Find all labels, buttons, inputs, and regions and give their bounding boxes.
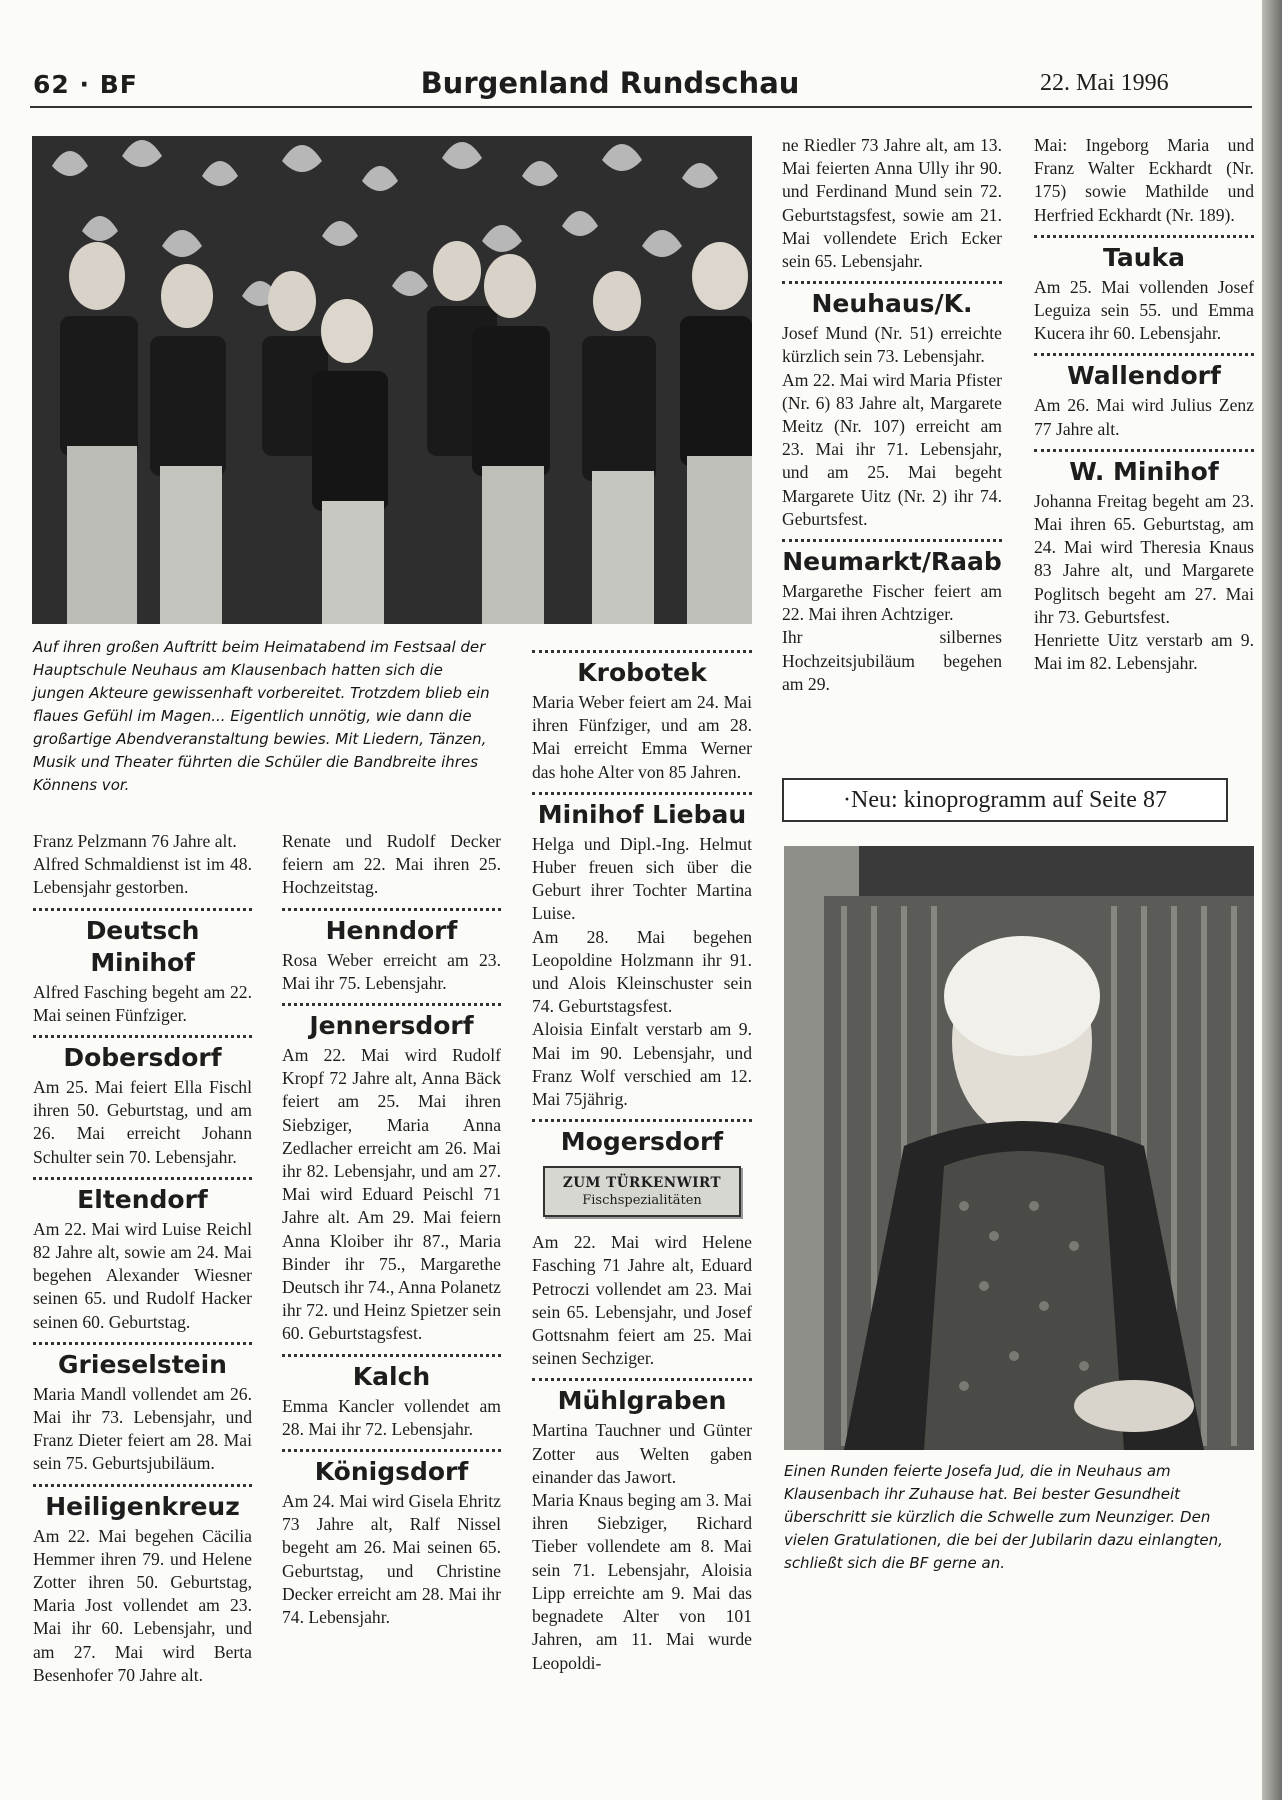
section-text: Emma Kancler vollendet am 28. Mai ihr 72. Lebensjahr. [282,1395,501,1439]
section-text: Alfred Fasching begeht am 22. Mai seinen Fünfziger. [33,981,252,1025]
section-heading: W. Minihof [1069,456,1219,486]
dotted-divider [282,1354,501,1357]
page-edge-shadow [1262,0,1282,1800]
section-heading: Kalch [352,1361,431,1391]
section-text: Henriette Uitz verstarb am 9. Mai im 82. Lebensjahr. [1034,630,1254,674]
section-text: Helga und Dipl.-Ing. Helmut Huber freuen sich über die Geburt ihrer Tochter Martina Luise. [532,833,752,924]
section-heading: Tauka [1103,242,1185,272]
section-text: Aloisia Einfalt verstarb am 9. Mai im 90. Lebensjahr, und Franz Wolf verschied am 12. Mai 75jährig. [532,1019,752,1110]
dotted-divider [33,1177,252,1180]
section-text: Josef Mund (Nr. 51) erreichte kürzlich sein 73. Lebensjahr. [782,323,1002,367]
column-3 [532,648,752,1675]
issue-date: 22. Mai 1996 [1040,70,1169,96]
section-heading: Mühlgraben [557,1386,727,1416]
section-heading: Eltendorf [77,1184,208,1214]
section-heading: Heiligenkreuz [45,1491,240,1521]
ad-title: ZUM TÜRKENWIRT [562,1175,722,1192]
section-text: Am 22. Mai wird Helene Fasching 71 Jahre alt, Eduard Petroczi vollendet am 23. Mai sein 65. Lebensjahr, und Josef Gottsnahm feiert am 25. Mai seinen Sechziger. [532,1232,752,1369]
portrait-photo-caption: Einen Runden feierte Josefa Jud, die in Neuhaus am Klausenbach ihr Zuhause hat. Bei bester Gesundheit überschritt sie kürzlich die Schwelle zum Neunziger. Den vielen Gratulationen, die bei der Jubilarin dazu einlangten, schließt sich die BF gerne an. [784,1462,1223,1572]
dotted-divider [33,1484,252,1487]
dotted-divider [33,1035,252,1038]
dotted-divider [282,1449,501,1452]
header-rule [30,106,1252,108]
dotted-divider [1034,449,1254,452]
section-text: Am 22. Mai wird Maria Pfister (Nr. 6) 83 Jahre alt, Margarete Meitz (Nr. 107) erreicht am 23. Mai ihr 71. Lebensjahr, und am 25. Mai begeht Margarete Uitz (Nr. 2) ihr 74. Geburtsfest. [782,369,1002,529]
section-heading: Minihof Liebau [537,799,747,829]
section-heading: Neuhaus/K. [811,289,973,319]
section-heading: Jennersdorf [309,1011,474,1041]
group-photo-caption: Auf ihren großen Auftritt beim Heimatabend im Festsaal der Hauptschule Neuhaus am Klausenbach hatten sich die jungen Akteure gewissenhaft vorbereitet. Trotzdem blieb ein flaues Gefühl im Magen... Eigentlich unnötig, wie dann die großartige Abendveranstaltung bewies. Mit Liedern, Tänzen, Musik und Theater führten die Schüler die Bandbreite ihres Könnens vor. [33,638,490,794]
section-text: Maria Weber feiert am 24. Mai ihren Fünfziger, und am 28. Mai erreicht Emma Werner das hohe Alter von 85 Jahren. [532,692,752,782]
section-text: Am 28. Mai begehen Leopoldine Holzmann ihr 91. und Alois Kleinschuster sein 74. Geburtstagsfest. [532,926,752,1017]
dotted-divider [532,650,752,653]
section-heading: Dobersdorf [63,1043,222,1073]
portrait-photo [784,846,1254,1450]
section-text: Maria Mandl vollendet am 26. Mai ihr 73. Lebensjahr, und Franz Dieter feiert am 28. Mai sein 75. Geburtsjubiläum. [33,1383,252,1474]
dotted-divider [532,1119,752,1122]
section-text: Am 26. Mai wird Julius Zenz 77 Jahre alt. [1034,395,1254,439]
section-heading: Neumarkt/Raab [782,547,1002,577]
dotted-divider [33,1342,252,1345]
dotted-divider [33,908,252,911]
dotted-divider [282,1003,501,1006]
section-heading: Deutsch Minihof [85,915,200,977]
ad-subtitle: Fischspezialitäten [582,1193,702,1209]
section-text: Am 22. Mai wird Luise Reichl 82 Jahre alt, sowie am 24. Mai begehen Alexander Wiesner seinen 65. und Rudolf Hacker seinen 60. Geburtstag. [33,1218,252,1332]
newspaper-title: Burgenland Rundschau [420,66,800,100]
dotted-divider [1034,353,1254,356]
kino-program-notice: ·Neu: kinoprogramm auf Seite 87 [782,778,1228,822]
dotted-divider [782,539,1002,542]
col2-intro: Renate und Rudolf Decker feiern am 22. Mai ihren 25. Hochzeitstag. [282,831,501,898]
col1-intro: Franz Pelzmann 76 Jahre alt. [33,831,237,851]
section-heading: Henndorf [325,915,458,945]
dotted-divider [532,1378,752,1381]
dotted-divider [282,908,501,911]
section-text: Johanna Freitag begeht am 23. Mai ihren 65. Geburtstag, am 24. Mai wird Theresia Knaus 83 Jahre alt, und Margarete Poglitsch begeht am 27. Mai ihr 73. Geburtsfest. [1034,490,1254,627]
col4top-intro: Mai: Ingeborg Maria und Franz Walter Eckhardt (Nr. 175) sowie Mathilde und Herfried Eckhardt (Nr. 189). [1034,135,1254,225]
dotted-divider [1034,235,1254,238]
advertisement-box [543,1166,741,1217]
section-text: Margarethe Fischer feiert am 22. Mai ihren Achtziger. [782,581,1002,625]
dotted-divider [532,792,752,795]
group-photo [32,136,752,624]
section-heading: Mogersdorf [560,1127,724,1157]
section-heading: Wallendorf [1067,361,1221,391]
section-heading: Krobotek [577,658,707,687]
column-2 [282,830,501,1629]
section-text: Am 24. Mai wird Gisela Ehritz 73 Jahre alt, Ralf Nissel begeht am 26. Mai seinen 65. Geburtstag, und Christine Decker erreicht am 28. Mai ihr 74. Lebensjahr. [282,1491,501,1628]
section-heading: Königsdorf [314,1457,469,1487]
section-text: Am 25. Mai feiert Ella Fischl ihren 50. Geburtstag, und am 26. Mai erreicht Johann Schulter sein 70. Lebensjahr. [33,1077,252,1167]
section-heading: Grieselstein [58,1349,227,1379]
section-text: Am 25. Mai vollenden Josef Leguiza sein 55. und Emma Kucera ihr 60. Lebensjahr. [1034,276,1254,344]
section-text: Rosa Weber erreicht am 23. Mai ihr 75. Lebensjahr. [282,949,501,993]
section-text: Am 22. Mai wird Rudolf Kropf 72 Jahre alt, Anna Bäck feiert am 25. Mai ihren Siebziger, Maria Anna Zedlacher erreicht am 26. Mai ihr 82. Lebensjahr, und am 27. Mai wird Eduard Peischl 71 Jahre alt. Am 29. Mai feiern Anna Kloiber ihr 87., Maria Binder ihr 75., Margarethe Deutsch ihr 74., Anna Polanetz ihr 72. und Heinz Spietzer sein 60. Geburtstagsfest. [282,1045,501,1344]
page-number-label: 62 · BF [33,70,138,99]
section-text: Ihr silbernes Hochzeitsjubiläum begehen am 29. [782,627,1002,694]
column-4-top [1034,134,1254,675]
col1-intro-2: Alfred Schmaldienst ist im 48. Lebensjahr gestorben. [33,854,252,898]
section-text: Martina Tauchner und Günter Zotter aus Welten gaben einander das Jawort. [532,1420,752,1487]
column-3-top [782,134,1002,696]
col3top-intro: ne Riedler 73 Jahre alt, am 13. Mai feierten Anna Ully ihr 90. und Ferdinand Mund sein 72. Geburtstagsfest, sowie am 21. Mai vollendete Erich Ecker sein 65. Lebensjahr. [782,135,1002,272]
dotted-divider [782,281,1002,284]
column-1 [33,830,252,1687]
section-text: Am 22. Mai begehen Cäcilia Hemmer ihren 79. und Helene Zotter ihren 50. Geburtstag, Maria Jost vollendet am 23. Mai ihr 60. Lebensjahr, und am 27. Mai wird Berta Besenhofer 70 Jahre alt. [33,1525,252,1685]
section-text: Maria Knaus beging am 3. Mai ihren Siebziger, Richard Tieber vollendete am 8. Mai sein 71. Lebensjahr, Aloisia Lipp erreichte am 9. Mai das begnadete Alter von 101 Jahren, am 11. Mai wurde Leopoldi- [532,1490,752,1673]
